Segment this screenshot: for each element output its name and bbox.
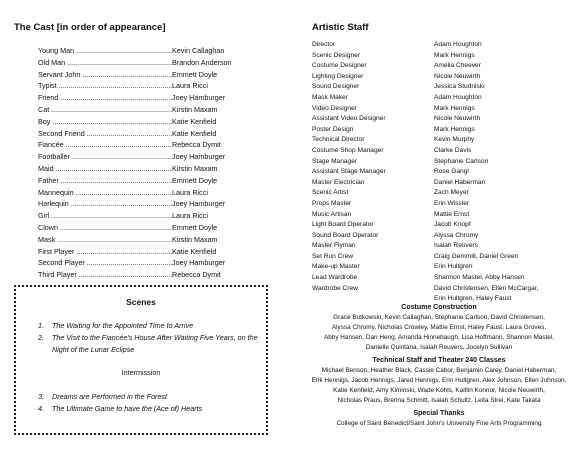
staff-role: Sound Designer [312, 83, 360, 91]
technical-line: Katie Kenfield, Amy Kiminski, Wade Kohls, Kaitlin Konnor, Nicole Neuwirth, [333, 387, 545, 394]
scene-number: 4. [38, 404, 44, 413]
cast-actor: Emmett Doyle [172, 175, 218, 185]
cast-row [38, 80, 288, 92]
staff-name: Craig Gemmill, Daniel Green [434, 252, 519, 260]
cast-role: Fiancée ..... [38, 139, 172, 151]
staff-role: Master Flyman [312, 242, 356, 250]
cast-row [38, 163, 288, 175]
cast-actor: Emmett Doyle [172, 69, 218, 79]
staff-title: Artistic Staff [312, 22, 369, 33]
staff-name: Amelia Cheever [434, 62, 481, 70]
staff-role: Lighting Designer [312, 72, 364, 80]
cast-role: Girl ..... [38, 210, 172, 222]
cast-role: Harlequin ..... [38, 198, 172, 210]
staff-list [312, 40, 572, 305]
staff-row [312, 135, 572, 146]
cast-actor: Katie Kenfield [172, 128, 217, 138]
cast-role: Old Man ..... [38, 57, 172, 69]
cast-actor: Emmett Doyle [172, 222, 218, 232]
cast-role: Footballer ..... [38, 151, 172, 163]
scene-number: 3. [38, 392, 44, 401]
staff-role: Scenic Artist [312, 189, 349, 197]
staff-role: Light Board Operator [312, 221, 374, 229]
staff-row [312, 273, 572, 284]
cast-actor: Joey Hamburger [172, 152, 226, 162]
staff-row [312, 262, 572, 273]
thanks-line: College of Saint Benedict/Saint John's University Fine Arts Programming [336, 420, 542, 427]
cast-list [38, 45, 288, 281]
staff-role: Technical Director [312, 136, 365, 144]
cast-row [38, 139, 288, 151]
staff-role: Mask Maker [312, 93, 348, 101]
staff-row [312, 104, 572, 115]
costume-title: Costume Construction [401, 304, 477, 311]
staff-role: Director [312, 41, 336, 48]
cast-actor: Laura Ricci [172, 211, 208, 221]
scene-text: The Ultimate Game to have the (Ace of) Hearts [52, 404, 203, 413]
staff-name: Mattie Ernst [434, 210, 470, 218]
cast-actor: Rebecca Dymit [172, 140, 221, 150]
technical-section [298, 356, 580, 406]
scene-item [38, 332, 258, 355]
staff-name: David Christensen, Ellen McCargar, [434, 284, 539, 292]
cast-row [38, 222, 288, 234]
staff-name: Adam Houghton [434, 41, 482, 48]
cast-row [38, 69, 288, 81]
cast-row [38, 92, 288, 104]
cast-role: Mask ..... [38, 234, 172, 246]
costume-line: Grace Butkowski, Kevin Callaghan, Stephanie Carlson, David Christensen, [333, 314, 545, 321]
staff-role: Costume Shop Manager [312, 146, 384, 154]
staff-role: Video Designer [312, 104, 357, 112]
cast-row [38, 210, 288, 222]
staff-row [312, 210, 572, 221]
staff-name: Mark Hennigs [434, 125, 475, 133]
staff-name: Nicole Neuwirth [434, 72, 481, 80]
staff-row [312, 82, 572, 93]
staff-name: Mark Hennigs [434, 104, 475, 112]
staff-role: Sound Board Operator [312, 231, 379, 239]
staff-role: Make-up Master [312, 263, 360, 271]
cast-actor: Joey Hamburger [172, 258, 226, 268]
cast-actor: Joey Hamburger [172, 199, 226, 209]
staff-role: Assistant Stage Manager [312, 168, 386, 176]
cast-row [38, 128, 288, 140]
thanks-section [298, 409, 580, 429]
cast-role: Young Man ..... [38, 45, 172, 57]
cast-row [38, 151, 288, 163]
staff-row [312, 241, 572, 252]
staff-name: Jessica Studniski [434, 83, 485, 91]
staff-name: Erin Hultgren, Haley Faust [434, 295, 512, 303]
cast-row [38, 187, 288, 199]
staff-row [312, 199, 572, 210]
staff-name: Alyssa Chromy [434, 231, 479, 239]
staff-role: Set Run Crew [312, 252, 354, 260]
staff-name: Stephanie Carlson [434, 157, 489, 165]
cast-role: Maid ..... [38, 163, 172, 175]
staff-name: Zach Meyer [434, 189, 469, 197]
cast-role: Clown ..... [38, 222, 172, 234]
staff-role: Music Artisan [312, 210, 352, 218]
cast-role: First Player ..... [38, 246, 172, 258]
cast-row [38, 104, 288, 116]
cast-role: Boy ..... [38, 116, 172, 128]
scene-number: 2. [38, 333, 44, 342]
staff-row [312, 114, 572, 125]
staff-role: Lead Wardrobe [312, 274, 358, 282]
cast-actor: Laura Ricci [172, 81, 208, 91]
staff-name: Shannon Mastel, Abby Hansen [434, 274, 525, 282]
staff-row [312, 188, 572, 199]
staff-row [312, 125, 572, 136]
staff-name: Nicole Neuwirth [434, 115, 481, 123]
costume-line: Danielle Quintana, Isaiah Reuvers, Jocelyn Sullivan [365, 344, 513, 351]
staff-row [312, 252, 572, 263]
cast-role: Second Player ..... [38, 257, 172, 269]
cast-actor: Katie Kenfield [172, 246, 217, 256]
cast-row [38, 175, 288, 187]
staff-role: Scenic Designer [312, 51, 361, 59]
cast-row [38, 257, 288, 269]
staff-role: Costume Designer [312, 62, 367, 70]
cast-actor: Laura Ricci [172, 187, 208, 197]
technical-line: Erik Hennigs, Jacob Hennigs, Jared Hennigs, Erin Hultgren, Alex Johnson, Ellen Johnson, [311, 377, 567, 384]
thanks-title: Special Thanks [413, 410, 465, 417]
staff-row [312, 93, 572, 104]
cast-row [38, 45, 288, 57]
staff-row [312, 146, 572, 157]
staff-row [312, 61, 572, 72]
scene-item [38, 403, 258, 415]
staff-name: Clarke Davis [434, 146, 472, 154]
staff-name: Jacob Knopf [434, 221, 471, 229]
scene-item [38, 391, 258, 403]
staff-row [312, 51, 572, 62]
staff-row [312, 231, 572, 242]
staff-name: Rose Gangl [434, 168, 469, 176]
staff-name: Mark Hennigs [434, 51, 475, 59]
cast-row [38, 57, 288, 69]
staff-row [312, 178, 572, 189]
cast-actor: Kevin Callaghan [172, 46, 225, 55]
staff-name: Erin Hultgren [434, 263, 473, 271]
cast-role: Second Friend ..... [38, 128, 172, 140]
staff-role: Assistant Video Designer [312, 115, 386, 123]
staff-row [312, 284, 572, 295]
technical-title: Technical Staff and Theater 240 Classes [372, 357, 506, 364]
cast-role: Servant John ..... [38, 69, 172, 81]
cast-actor: Kirstin Maxam [172, 104, 218, 114]
cast-row [38, 116, 288, 128]
costume-line: Alyssa Chromy, Nicholas Crowley, Mattie Ernst, Haley Faust, Laura Groves, [331, 324, 547, 331]
staff-role: Wardrobe Crew [312, 284, 358, 292]
cast-role: Friend ..... [38, 92, 172, 104]
staff-row [312, 40, 572, 51]
cast-row [38, 269, 288, 281]
costume-section [298, 303, 580, 353]
scene-item [38, 320, 258, 332]
cast-role: Mannequin ..... [38, 187, 172, 199]
staff-row [312, 167, 572, 178]
technical-line: Michael Benson, Heather Black, Cassie Cabor, Benjamin Carey, Daniel Haberman, [321, 367, 557, 374]
staff-role: Props Master [312, 199, 352, 207]
staff-row [312, 220, 572, 231]
scene-text: Dreams are Performed in the Forest [52, 392, 168, 401]
scene-text: The Waiting for the Appointed Time to Arrive [52, 321, 194, 330]
scene-text: The Visit to the Fiancée's House After Waiting Five Years, on the Night of the Lunar Eclipse [52, 333, 258, 354]
costume-line: Abby Hansen, Dan Heng, Amanda Hinnebaugh, Lisa Hoffmann, Shannon Mastel, [323, 334, 555, 341]
cast-role: Typist ..... [38, 80, 172, 92]
staff-name: Adam Houghton [434, 93, 482, 101]
staff-name: Daniel Haberman [434, 178, 486, 186]
cast-role: Third Player ..... [38, 269, 172, 281]
staff-role: Stage Manager [312, 157, 358, 165]
cast-actor: Kirstin Maxam [172, 234, 218, 244]
cast-role: Cat ..... [38, 104, 172, 116]
scenes-title: Scenes [126, 297, 156, 307]
staff-name: Kevin Murphy [434, 136, 475, 144]
staff-row [312, 157, 572, 168]
staff-role: Master Electrician [312, 178, 365, 186]
cast-actor: Joey Hamburger [172, 93, 226, 103]
staff-name: Erin Wissler [434, 199, 470, 207]
cast-row [38, 234, 288, 246]
cast-actor: Katie Kenfield [172, 116, 217, 126]
staff-role: Poster Design [312, 125, 354, 133]
scene-number: 1. [38, 321, 44, 330]
cast-row [38, 198, 288, 210]
cast-actor: Brandon Anderson [172, 57, 232, 67]
cast-row [38, 246, 288, 258]
staff-row [312, 72, 572, 83]
cast-title: The Cast [in order of appearance] [14, 22, 166, 33]
cast-role: Father ..... [38, 175, 172, 187]
intermission-label: Intermission [121, 368, 161, 377]
technical-line: Nicholas Praus, Brenna Schmitt, Isaiah Schultz, Leita Strei, Kate Takata [337, 397, 541, 404]
cast-actor: Kirstin Maxam [172, 163, 218, 173]
scenes-box [14, 285, 268, 435]
cast-actor: Rebecca Dymit [172, 270, 221, 280]
staff-name: Isaiah Reuvers [434, 242, 478, 250]
